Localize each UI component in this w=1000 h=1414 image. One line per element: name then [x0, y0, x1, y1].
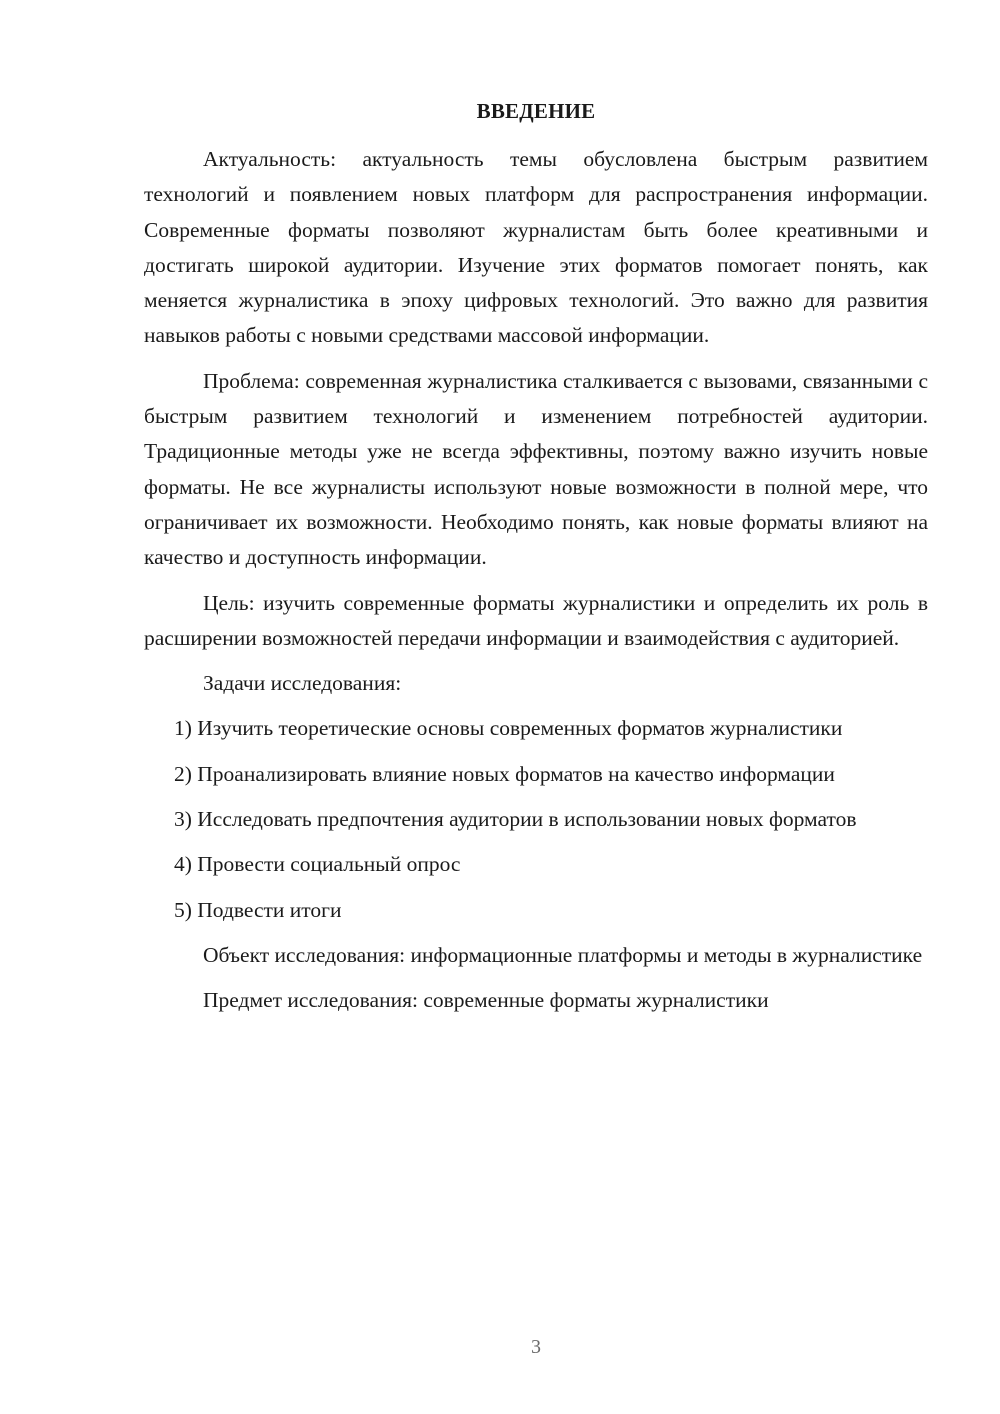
page-number: 3 [531, 1336, 541, 1358]
subject-paragraph: Предмет исследования: современные форматы журналистики [203, 988, 769, 1013]
problem-paragraph: Проблема: современная журналистика сталкивается с вызовами, связанными с быстрым развитием технологий и изменением потребностей аудитории. Традиционные методы уже не всегда эффективны, поэтому важно изучить новые форматы. Не все журналисты используют новые возможности в полной мере, что ограничивает их возможности. Необходимо понять, как новые форматы влияют на качество и доступность информации. [144, 368, 928, 570]
page-title: ВВЕДЕНИЕ [476, 99, 596, 123]
task-list-item: 3) Исследовать предпочтения аудитории в использовании новых форматов [174, 807, 857, 832]
task-list-item: 5) Подвести итоги [174, 897, 342, 922]
document-body [144, 142, 928, 1029]
object-paragraph: Объект исследования: информационные платформы и методы в журналистике [203, 942, 923, 967]
goal-paragraph: Цель: изучить современные форматы журналистики и определить их роль в расширении возможностей передачи информации и взаимодействия с аудиторией. [144, 590, 928, 650]
relevance-paragraph: Актуальность: актуальность темы обусловлена быстрым развитием технологий и появлением новых платформ для распространения информации. Современные форматы позволяют журналистам быть более креативными и достигать широкой аудитории. Изучение этих форматов помогает понять, как меняется журналистика в эпоху цифровых технологий. Это важно для развития навыков работы с новыми средствами массовой информации. [144, 147, 928, 348]
task-list-item: 4) Провести социальный опрос [174, 852, 461, 877]
tasks-title: Задачи исследования: [203, 671, 402, 696]
task-list-item: 1) Изучить теоретические основы современных форматов журналистики [174, 716, 843, 741]
task-list-item: 2) Проанализировать влияние новых форматов на качество информации [174, 761, 835, 786]
